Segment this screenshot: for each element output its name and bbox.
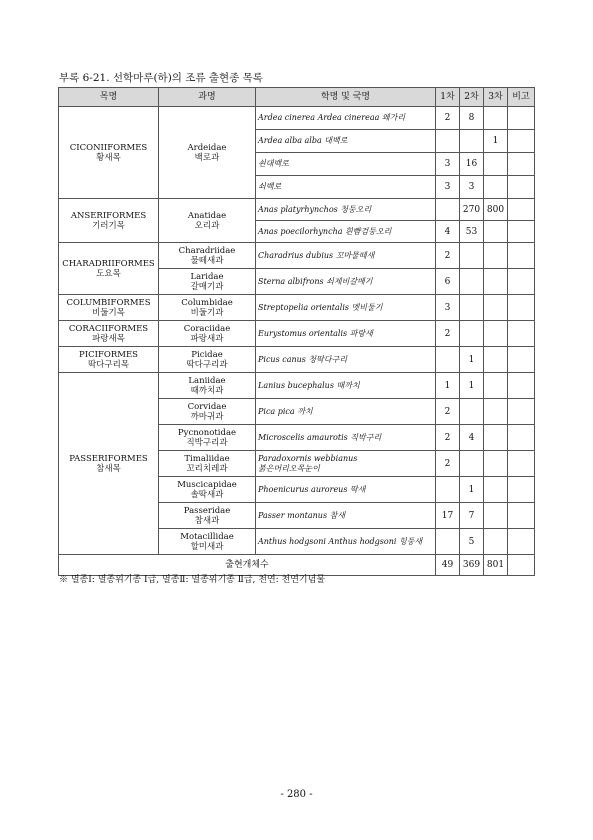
count-3: [484, 425, 508, 451]
count-3: [484, 529, 508, 555]
species-cell: 쇤대백로: [256, 153, 436, 176]
count-1: 2: [436, 107, 460, 130]
note-cell: [508, 243, 535, 269]
count-2: 1: [460, 347, 484, 373]
family-cell: [159, 425, 256, 451]
family-cell: [159, 295, 256, 321]
count-2: [460, 243, 484, 269]
species-cell: Ardea alba alba 대백로: [256, 130, 436, 153]
family-cell: [159, 107, 256, 199]
order-korean: 황새목: [96, 152, 121, 163]
count-1: 2: [436, 399, 460, 425]
species-cell: 쇠백로: [256, 176, 436, 199]
count-3: [484, 503, 508, 529]
footnote: ※ 멸종Ⅰ: 멸종위기종 Ⅰ급, 멸종Ⅱ: 멸종위기종 Ⅱ급, 천연: 천연기념물: [59, 575, 326, 585]
table-row: [59, 243, 535, 269]
family-cell: [159, 347, 256, 373]
count-3: 1: [484, 130, 508, 153]
family-latin: Laniidae: [188, 375, 226, 386]
species-cell: Anthus hodgsoni Anthus hodgsoni 힝둥새: [256, 529, 436, 555]
count-1: 2: [436, 425, 460, 451]
count-3: [484, 153, 508, 176]
count-1: 2: [436, 243, 460, 269]
species-cell: Phoenicurus auroreus 딱새: [256, 477, 436, 503]
header-survey-3: 3차: [484, 88, 508, 107]
species-cell: Pica pica 까치: [256, 399, 436, 425]
table-row: [59, 199, 535, 221]
order-latin: ANSERIFORMES: [70, 210, 147, 221]
total-2: 369: [460, 555, 484, 576]
table-row: [59, 107, 535, 130]
count-3: [484, 107, 508, 130]
species-cell: Lanius bucephalus 때까치: [256, 373, 436, 399]
header-survey-1: 1차: [436, 88, 460, 107]
count-3: [484, 451, 508, 477]
count-2: 1: [460, 477, 484, 503]
note-cell: [508, 321, 535, 347]
family-latin: Picidae: [191, 349, 223, 360]
count-2: 4: [460, 425, 484, 451]
count-3: [484, 176, 508, 199]
family-cell: [159, 199, 256, 243]
count-3: [484, 477, 508, 503]
count-3: [484, 221, 508, 243]
note-cell: [508, 425, 535, 451]
order-cell: [59, 295, 159, 321]
note-cell: [508, 130, 535, 153]
count-1: [436, 347, 460, 373]
family-cell: [159, 451, 256, 477]
count-1: [436, 199, 460, 221]
count-3: 800: [484, 199, 508, 221]
count-1: 3: [436, 176, 460, 199]
order-latin: CICONIIFORMES: [69, 142, 148, 153]
family-korean: 비둘기과: [190, 307, 224, 318]
count-2: [460, 321, 484, 347]
count-1: [436, 477, 460, 503]
species-cell: Sterna albifrons 쇠제비갈매기: [256, 269, 436, 295]
count-1: [436, 130, 460, 153]
note-cell: [508, 503, 535, 529]
family-korean: 파랑새과: [190, 333, 224, 344]
family-latin: Ardeidae: [187, 142, 227, 153]
count-1: 3: [436, 295, 460, 321]
family-cell: [159, 243, 256, 269]
note-cell: [508, 451, 535, 477]
order-korean: 비둘기목: [92, 307, 125, 318]
count-2: 3: [460, 176, 484, 199]
order-cell: [59, 321, 159, 347]
species-korean: 붉은머리오목눈이: [258, 463, 320, 473]
count-2: 53: [460, 221, 484, 243]
family-latin: Coraciidae: [183, 323, 231, 334]
count-2: 8: [460, 107, 484, 130]
table-caption: 부록 6-21. 선학마루(하)의 조류 출현종 목록: [59, 72, 263, 84]
family-cell: [159, 477, 256, 503]
family-latin: Corvidae: [187, 401, 227, 412]
order-latin: CORACIIFORMES: [68, 323, 149, 334]
count-2: 5: [460, 529, 484, 555]
family-korean: 직박구리과: [186, 437, 228, 448]
table-header-row: [59, 88, 535, 107]
family-latin: Laridae: [190, 271, 224, 282]
note-cell: [508, 199, 535, 221]
count-2: 1: [460, 373, 484, 399]
count-2: 7: [460, 503, 484, 529]
count-2: [460, 269, 484, 295]
note-cell: [508, 477, 535, 503]
family-latin: Pycnonotidae: [177, 427, 237, 438]
family-korean: 까마귀과: [190, 411, 224, 422]
order-cell: [59, 373, 159, 555]
species-cell: Picus canus 청딱다구리: [256, 347, 436, 373]
bird-species-table: [58, 87, 535, 576]
family-latin: Motacillidae: [180, 531, 234, 542]
species-cell: [256, 451, 436, 477]
header-family: 과명: [159, 88, 256, 107]
family-korean: 할미새과: [190, 541, 224, 552]
family-latin: Timaliidae: [184, 453, 230, 464]
species-cell: Ardea cinerea Ardea cinereaa 왜가리: [256, 107, 436, 130]
total-3: 801: [484, 555, 508, 576]
species-cell: Streptopelia orientalis 멧비둘기: [256, 295, 436, 321]
family-latin: Anatidae: [187, 210, 227, 221]
order-cell: [59, 347, 159, 373]
species-cell: Microscelis amaurotis 직박구리: [256, 425, 436, 451]
order-latin: PICIFORMES: [79, 349, 138, 360]
family-korean: 꼬리치레과: [186, 463, 228, 474]
note-cell: [508, 399, 535, 425]
note-cell: [508, 107, 535, 130]
count-1: 2: [436, 321, 460, 347]
order-latin: COLUMBIFORMES: [66, 297, 151, 308]
family-cell: [159, 529, 256, 555]
count-1: [436, 529, 460, 555]
note-cell: [508, 347, 535, 373]
family-latin: Columbidae: [181, 297, 233, 308]
order-korean: 도요목: [96, 268, 121, 279]
order-korean: 파랑새목: [92, 333, 125, 344]
note-cell: [508, 153, 535, 176]
count-1: 4: [436, 221, 460, 243]
order-korean: 기러기목: [92, 220, 125, 231]
table-row: [59, 295, 535, 321]
family-korean: 때까치과: [190, 385, 224, 396]
total-label: 출현개체수: [59, 555, 436, 576]
count-1: 3: [436, 153, 460, 176]
note-cell: [508, 269, 535, 295]
count-2: [460, 295, 484, 321]
order-cell: [59, 243, 159, 295]
count-3: [484, 243, 508, 269]
species-cell: Eurystomus orientalis 파랑새: [256, 321, 436, 347]
count-1: 1: [436, 373, 460, 399]
family-latin: Passeridae: [183, 505, 231, 516]
count-3: [484, 321, 508, 347]
family-korean: 백로과: [194, 152, 220, 163]
note-cell: [508, 295, 535, 321]
order-korean: 참새목: [96, 463, 121, 474]
species-cell: Anas platyrhynchos 청둥오리: [256, 199, 436, 221]
page-number: - 280 -: [280, 789, 313, 800]
count-2: 16: [460, 153, 484, 176]
family-korean: 딱다구리과: [186, 359, 228, 370]
count-2: [460, 399, 484, 425]
family-korean: 갈매기과: [190, 281, 224, 292]
note-cell: [508, 529, 535, 555]
header-species: 학명 및 국명: [256, 88, 436, 107]
family-korean: 참새과: [194, 515, 220, 526]
family-cell: [159, 373, 256, 399]
header-order: 목명: [59, 88, 159, 107]
species-cell: Anas poecilorhyncha 흰뺨검둥오리: [256, 221, 436, 243]
order-latin: CHARADRIIFORMES: [62, 258, 155, 269]
note-cell: [508, 176, 535, 199]
header-survey-2: 2차: [460, 88, 484, 107]
count-1: 17: [436, 503, 460, 529]
order-cell: [59, 107, 159, 199]
family-cell: [159, 321, 256, 347]
table-row: [59, 321, 535, 347]
order-latin: PASSERIFORMES: [69, 453, 148, 464]
total-note: [508, 555, 535, 576]
total-1: 49: [436, 555, 460, 576]
header-note: 비고: [508, 88, 535, 107]
order-cell: [59, 199, 159, 243]
count-3: [484, 399, 508, 425]
family-korean: 오리과: [194, 220, 220, 231]
family-cell: [159, 399, 256, 425]
table-row: [59, 347, 535, 373]
count-1: 6: [436, 269, 460, 295]
table-row: [59, 373, 535, 399]
species-cell: Passer montanus 참새: [256, 503, 436, 529]
count-3: [484, 269, 508, 295]
count-1: 2: [436, 451, 460, 477]
note-cell: [508, 221, 535, 243]
family-korean: 물떼새과: [190, 255, 224, 266]
family-cell: [159, 269, 256, 295]
family-korean: 솔딱새과: [190, 489, 224, 500]
count-3: [484, 347, 508, 373]
count-2: [460, 451, 484, 477]
order-korean: 딱다구리목: [87, 359, 130, 370]
count-3: [484, 373, 508, 399]
species-cell: Charadrius dubius 꼬마물떼새: [256, 243, 436, 269]
species-latin: Paradoxornis webbianus: [258, 453, 358, 463]
family-cell: [159, 503, 256, 529]
count-3: [484, 295, 508, 321]
count-2: 270: [460, 199, 484, 221]
family-latin: Muscicapidae: [177, 479, 237, 490]
note-cell: [508, 373, 535, 399]
family-latin: Charadriidae: [178, 245, 236, 256]
count-2: [460, 130, 484, 153]
